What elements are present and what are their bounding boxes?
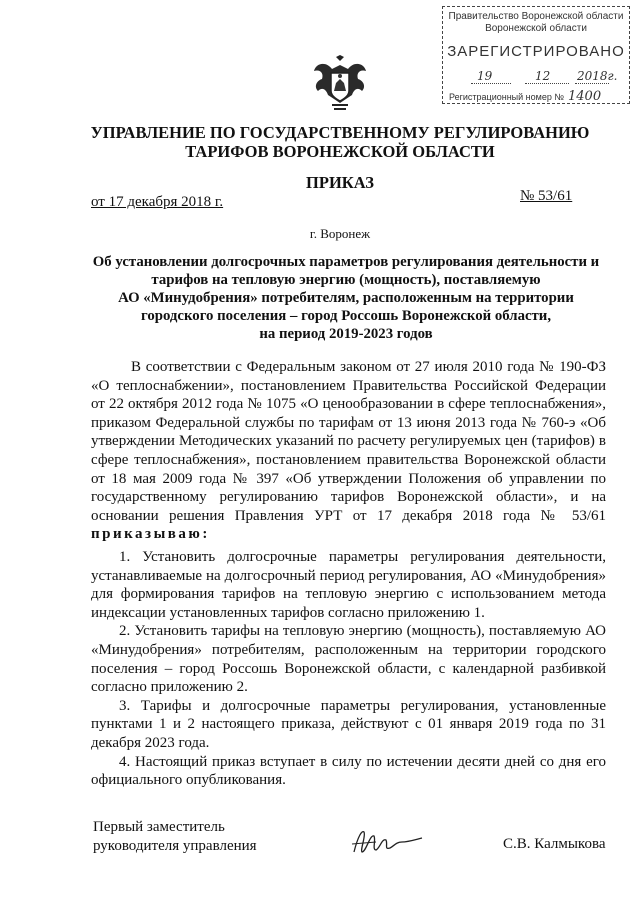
stamp-org-line2: Воронежской области: [485, 23, 587, 34]
registration-stamp: [442, 6, 630, 104]
header-line1: УПРАВЛЕНИЕ ПО ГОСУДАРСТВЕННОМУ РЕГУЛИРОВАНИЮ: [90, 123, 590, 142]
coat-of-arms-icon: [312, 55, 368, 113]
subject-line: тарифов на тепловую энергию (мощность), поставляемую: [151, 272, 541, 288]
order-item: 3. Тарифы и долгосрочные параметры регулирования, установленные пунктами 1 и 2 настоящего приказа, действуют с 01 января 2019 года по 31 декабря 2023 года.: [91, 697, 606, 751]
order-title: ПРИКАЗ: [306, 173, 374, 192]
handwritten-signature-icon: [348, 822, 428, 862]
order-date: от 17 декабря 2018 г.: [91, 194, 224, 210]
ordering-word: приказываю:: [91, 526, 210, 543]
order-subject: [86, 253, 606, 343]
stamp-month: 12: [535, 69, 551, 83]
order-number: № 53/61: [520, 188, 573, 204]
intro-text: В соответствии с Федеральным законом от 27 июля 2010 года № 190-ФЗ «О теплоснабжении», постановлением Правительства Российской Федерации от 22 октября 2012 года № 1075 «О ценообразовании в сфере теплоснабжения», приказом Федеральной службы по тарифам от 13 июня 2013 года № 760-э «Об утверждении Методических указаний по расчету регулируемых цен (тарифов) в сфере теплоснабжения», постановлением правительства Воронежской области от 18 мая 2009 года № 397 «Об утверждении Положения об управлении по государственному регулированию тарифов Воронежской области», и на основании решения Правления УРТ от 17 декабря 2018 года № 53/61: [91, 359, 606, 524]
stamp-reg-number-row: [443, 89, 629, 104]
subject-line: на период 2019-2023 годов: [259, 326, 433, 342]
signer-position: [93, 818, 257, 855]
stamp-org-line1: Правительство Воронежской области: [448, 11, 624, 22]
stamp-date: [457, 69, 617, 85]
signer-position-line1: Первый заместитель: [93, 819, 225, 835]
signer-name: С.В. Калмыкова: [503, 836, 606, 852]
stamp-year: 2018г.: [577, 69, 618, 83]
order-city: г. Воронеж: [309, 226, 371, 241]
order-item: 4. Настоящий приказ вступает в силу по истечении десяти дней со дня его официального опубликования.: [91, 753, 606, 789]
stamp-registered: ЗАРЕГИСТРИРОВАНО: [447, 43, 625, 60]
intro-paragraph: [91, 358, 606, 544]
stamp-reg-number: 1400: [568, 89, 602, 104]
subject-line: городского поселения – город Россошь Воронежской области,: [140, 308, 552, 324]
order-items: [91, 548, 606, 790]
stamp-reg-label: Регистрационный номер №: [449, 92, 565, 102]
signer-position-line2: руководителя управления: [93, 837, 257, 854]
subject-line: АО «Минудобрения» потребителям, расположенным на территории: [118, 290, 574, 306]
header-line2: ТАРИФОВ ВОРОНЕЖСКОЙ ОБЛАСТИ: [185, 142, 495, 161]
subject-line: Об установлении долгосрочных параметров регулирования деятельности и: [92, 254, 600, 270]
order-item: 1. Установить долгосрочные параметры регулирования деятельности, устанавливаемые на долгосрочный период регулирования, АО «Минудобрения» для формирования тарифов на тепловую энергию с использованием метода индексации установленных тарифов согласно приложению 1.: [91, 549, 606, 621]
order-item: 2. Установить тарифы на тепловую энергию (мощность), поставляемую АО «Минудобрения» потребителям, расположенным на территории городского поселения – город Россошь Воронежской области, с календарной разбивкой согласно приложению 2.: [91, 623, 606, 696]
stamp-day: 19: [477, 69, 493, 83]
